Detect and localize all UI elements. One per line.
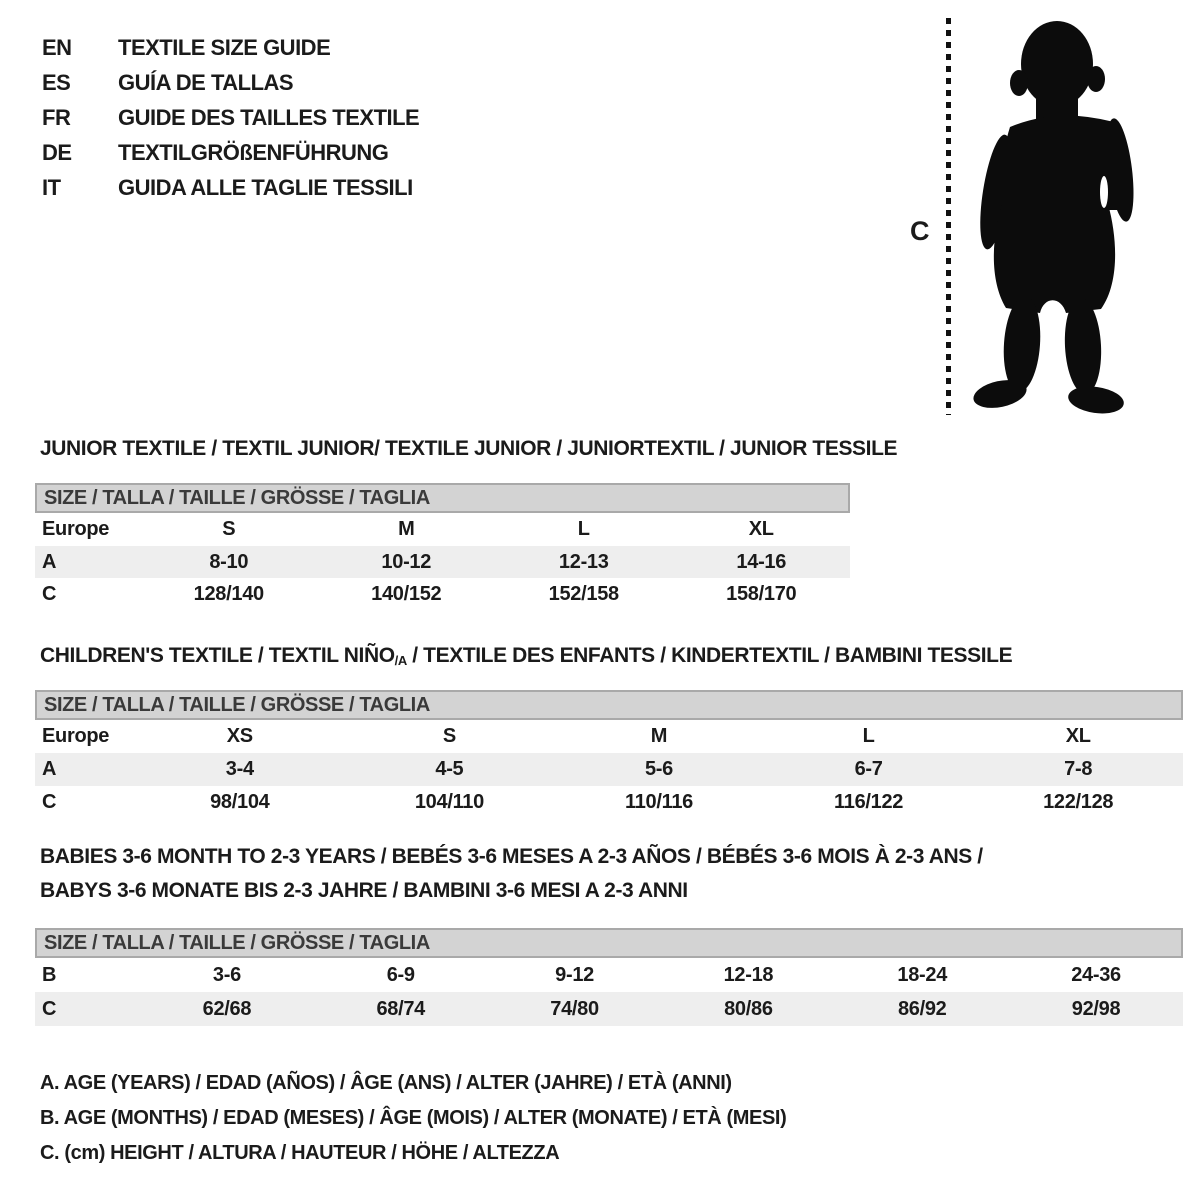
table-row bbox=[35, 753, 1183, 786]
value-cell: 12-13 bbox=[558, 550, 609, 573]
value-cell: 3-4 bbox=[225, 758, 254, 780]
value-cell: 5-6 bbox=[644, 758, 673, 780]
children-title-part2: / TEXTILE DES ENFANTS / KINDERTEXTIL / BAMBINI TESSILE bbox=[406, 644, 1013, 667]
size-cell: M bbox=[650, 725, 668, 747]
table-row bbox=[35, 546, 850, 578]
children-size-table bbox=[35, 690, 1183, 819]
value-cell: 6-9 bbox=[386, 963, 415, 986]
language-title-block bbox=[42, 30, 419, 205]
size-cell: M bbox=[398, 518, 415, 540]
lang-title-es: GUÍA DE TALLAS bbox=[118, 69, 294, 95]
table-row bbox=[35, 992, 1183, 1026]
children-size-bar: SIZE / TALLA / TAILLE / GRÖSSE / TAGLIA bbox=[35, 690, 1183, 720]
value-cell: 110/116 bbox=[624, 791, 693, 813]
row-label: C bbox=[42, 791, 57, 813]
legend-line-c: C. (cm) HEIGHT / ALTURA / HAUTEUR / HÖHE / ALTEZZA bbox=[40, 1142, 560, 1164]
lang-code-es: ES bbox=[42, 69, 71, 95]
size-cell: XL bbox=[748, 518, 774, 540]
value-cell: 128/140 bbox=[193, 582, 264, 605]
value-cell: 104/110 bbox=[414, 791, 484, 813]
value-cell: 92/98 bbox=[1071, 997, 1121, 1020]
lang-code-en: EN bbox=[42, 34, 72, 60]
lang-title-fr: GUIDE DES TAILLES TEXTILE bbox=[118, 104, 420, 130]
value-cell: 8-10 bbox=[209, 550, 249, 573]
size-cell: S bbox=[222, 518, 236, 540]
height-measure-label: C bbox=[910, 216, 930, 246]
junior-section-title: JUNIOR TEXTILE / TEXTIL JUNIOR/ TEXTILE JUNIOR / JUNIORTEXTIL / JUNIOR TESSILE bbox=[40, 437, 898, 460]
value-cell: 4-5 bbox=[435, 758, 464, 780]
row-label: C bbox=[42, 582, 57, 605]
children-title-part1: CHILDREN'S TEXTILE / TEXTIL NIÑO bbox=[40, 644, 395, 667]
row-label: Europe bbox=[42, 725, 110, 747]
junior-size-bar: SIZE / TALLA / TAILLE / GRÖSSE / TAGLIA bbox=[35, 483, 850, 513]
value-cell: 68/74 bbox=[376, 997, 426, 1020]
table-row bbox=[35, 578, 850, 610]
babies-section-title-line1: BABIES 3-6 MONTH TO 2-3 YEARS / BEBÉS 3-6 MESES A 2-3 AÑOS / BÉBÉS 3-6 MOIS À 2-3 ANS / bbox=[40, 845, 983, 868]
row-label: A bbox=[42, 550, 57, 573]
size-cell: S bbox=[442, 725, 456, 747]
lang-row-es bbox=[42, 65, 419, 100]
legend-line-b: B. AGE (MONTHS) / EDAD (MESES) / ÂGE (MOIS) / ALTER (MONATE) / ETÀ (MESI) bbox=[40, 1107, 787, 1129]
value-cell: 24-36 bbox=[1071, 963, 1121, 986]
lang-row-en bbox=[42, 30, 419, 65]
value-cell: 86/92 bbox=[897, 997, 947, 1020]
lang-code-fr: FR bbox=[42, 104, 71, 130]
table-row bbox=[35, 958, 1183, 992]
babies-size-table bbox=[35, 928, 1183, 1026]
lang-title-de: TEXTILGRÖßENFÜHRUNG bbox=[118, 139, 389, 165]
value-cell: 140/152 bbox=[371, 582, 442, 605]
value-cell: 9-12 bbox=[555, 963, 594, 986]
babies-section-title-line2: BABYS 3-6 MONATE BIS 2-3 JAHRE / BAMBINI 3-6 MESI A 2-3 ANNI bbox=[40, 879, 688, 902]
table-row bbox=[35, 513, 850, 546]
lang-title-it: GUIDA ALLE TAGLIE TESSILI bbox=[118, 174, 413, 200]
value-cell: 12-18 bbox=[723, 963, 774, 986]
value-cell: 80/86 bbox=[724, 997, 773, 1020]
table-row bbox=[35, 720, 1183, 753]
lang-row-de bbox=[42, 135, 419, 170]
value-cell: 62/68 bbox=[202, 997, 252, 1020]
size-cell: L bbox=[862, 725, 875, 747]
value-cell: 122/128 bbox=[1043, 791, 1114, 813]
size-cell: XS bbox=[226, 725, 253, 747]
value-cell: 6-7 bbox=[854, 758, 883, 780]
toddler-silhouette-icon bbox=[962, 12, 1142, 417]
babies-size-bar: SIZE / TALLA / TAILLE / GRÖSSE / TAGLIA bbox=[35, 928, 1183, 958]
row-label: A bbox=[42, 758, 57, 780]
lang-code-de: DE bbox=[42, 139, 72, 165]
children-section-title bbox=[40, 644, 1012, 668]
lang-title-en: TEXTILE SIZE GUIDE bbox=[118, 34, 331, 60]
lang-row-fr bbox=[42, 100, 419, 135]
value-cell: 18-24 bbox=[897, 963, 948, 986]
children-title-subscript: /A bbox=[394, 653, 407, 668]
value-cell: 98/104 bbox=[210, 791, 270, 813]
value-cell: 10-12 bbox=[381, 550, 432, 573]
row-label: C bbox=[42, 997, 57, 1020]
value-cell: 74/80 bbox=[550, 997, 599, 1020]
lang-code-it: IT bbox=[42, 174, 61, 200]
row-label: Europe bbox=[42, 518, 110, 540]
table-row bbox=[35, 786, 1183, 819]
junior-size-table bbox=[35, 483, 850, 610]
row-label: B bbox=[42, 963, 57, 986]
value-cell: 158/170 bbox=[726, 582, 797, 605]
legend-line-a: A. AGE (YEARS) / EDAD (AÑOS) / ÂGE (ANS) / ALTER (JAHRE) / ETÀ (ANNI) bbox=[40, 1072, 732, 1094]
value-cell: 3-6 bbox=[212, 963, 241, 986]
height-measure-dashed-line bbox=[946, 18, 951, 415]
value-cell: 14-16 bbox=[736, 550, 787, 573]
lang-row-it bbox=[42, 170, 419, 205]
measurement-legend bbox=[40, 1066, 786, 1171]
value-cell: 116/122 bbox=[834, 791, 904, 813]
size-cell: L bbox=[577, 518, 590, 540]
size-cell: XL bbox=[1065, 725, 1091, 747]
value-cell: 7-8 bbox=[1064, 758, 1093, 780]
value-cell: 152/158 bbox=[548, 582, 619, 605]
